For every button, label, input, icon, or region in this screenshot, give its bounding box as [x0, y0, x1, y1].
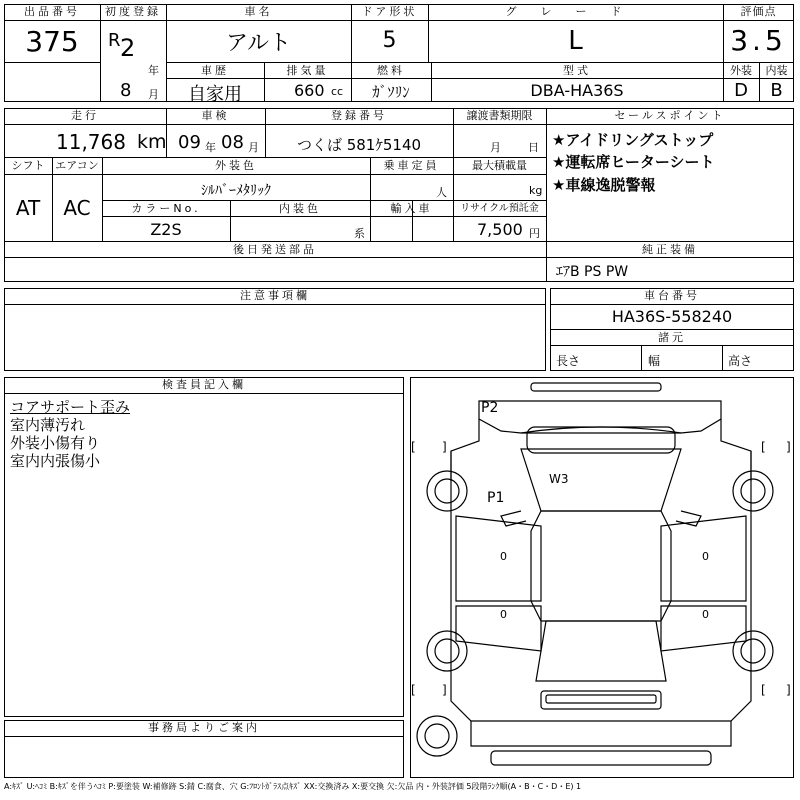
exterior-color-label: 外装色 [215, 159, 257, 172]
shift-label: シフト [11, 159, 45, 172]
sales-point-3: ★車線逸脱警報 [552, 176, 656, 194]
displacement-unit: cc [331, 85, 344, 98]
inspection-label: 車検 [201, 109, 230, 122]
interior-score-label: 内装 [765, 64, 788, 77]
inspector-label: 検査員記入欄 [162, 378, 246, 391]
score-value: 3.5 [730, 24, 787, 57]
legend: A:ｷｽﾞ U:ﾍｺﾐ B:ｷｽﾞを伴うﾍｺﾐ P:要塗装 W:補修跡 S:錆 C:腐食、穴 G:ﾌﾛﾝﾄｶﾞﾗｽ点ｷｽﾞ XX:交換済み X:要交換 欠:欠品 内・外装評価 5段階ﾗﾝｸ順(A・B・C・D・E) 1 [4, 782, 582, 791]
diagram-bracket-r4: ] [786, 683, 791, 697]
displacement-value: 660 [294, 81, 325, 100]
inspector-line-4: 室内内張傷小 [10, 452, 101, 470]
diagram-zero-2: 0 [702, 550, 709, 563]
door-value: 5 [382, 28, 397, 53]
chassis-number: HA36S-558240 [611, 307, 733, 326]
transfer-month-unit: 月 [490, 141, 501, 154]
car-diagram [410, 377, 794, 778]
aircon-label: エアコン [55, 159, 99, 172]
dims-label: 諸元 [658, 331, 686, 344]
inspection-year: 09 [178, 132, 201, 153]
first-reg-month-unit: 月 [148, 88, 159, 101]
interior-color-label: 内装色 [279, 202, 321, 215]
sales-point-2: ★運転席ヒーターシート [552, 153, 715, 171]
history-value: 自家用 [188, 84, 242, 105]
displacement-label: 排気量 [286, 64, 329, 77]
reg-number-label: 登録番号 [331, 109, 387, 122]
aircon-value: AC [63, 196, 91, 220]
model-code-label: 型式 [563, 64, 591, 77]
diagram-bracket-r3: ] [442, 683, 447, 697]
diagram-mark-p2: P2 [481, 400, 499, 416]
exterior-color: ｼﾙﾊﾞｰﾒﾀﾘｯｸ [201, 183, 271, 199]
equipment-value: ｴｱB PS PW [556, 264, 629, 280]
dims-height: 高さ [728, 354, 753, 368]
mileage-label: 走行 [71, 109, 99, 122]
lot-number: 375 [25, 25, 79, 58]
notes-label: 注意事項欄 [240, 289, 310, 302]
dims-width: 幅 [648, 354, 661, 368]
diagram-bracket-l4: [ [761, 683, 766, 697]
car-name: アルト [225, 31, 292, 56]
transfer-day-unit: 日 [528, 141, 539, 154]
later-parts-label: 後日発送部品 [233, 243, 317, 256]
grade-label: グレード [505, 5, 646, 18]
history-label: 車歴 [201, 64, 229, 77]
model-code: DBA-HA36S [530, 81, 624, 100]
diagram-zero-1: 0 [500, 550, 507, 563]
inspection-year-unit: 年 [205, 141, 216, 154]
diagram-bracket-r2: ] [786, 440, 791, 454]
inspector-line-1: コアサポート歪み [10, 398, 131, 416]
diagram-mark-p1: P1 [487, 490, 505, 506]
exterior-score: D [734, 80, 748, 101]
first-reg-month: 8 [120, 80, 132, 101]
shift-value: AT [15, 196, 41, 220]
dims-length: 長さ [556, 354, 581, 368]
diagram-bracket-l2: [ [761, 440, 766, 454]
inspector-line-3: 外装小傷有り [10, 434, 101, 452]
diagram-mark-w3: W3 [549, 472, 569, 486]
sales-point-1: ★アイドリングストップ [552, 131, 714, 149]
import-label: 輸入車 [390, 202, 433, 215]
lot-label: 出品番号 [24, 5, 80, 18]
reg-number: つくば 581ｹ5140 [296, 136, 422, 154]
diagram-bracket-r1: ] [442, 440, 447, 454]
equipment-label: 純正装備 [642, 243, 698, 256]
diagram-bracket-l1: [ [411, 440, 416, 454]
mileage-value: 11,768 [56, 130, 126, 154]
color-no: Z2S [150, 220, 182, 239]
fuel-value: ｶﾞｿﾘﾝ [372, 83, 410, 101]
diagram-zero-4: 0 [702, 608, 709, 621]
interior-color-unit: 系 [354, 227, 365, 240]
capacity-label: 乗車定員 [383, 159, 440, 172]
score-label: 評価点 [740, 5, 777, 18]
grade-value: L [568, 26, 583, 56]
recycle-value: 7,500 [477, 220, 523, 239]
door-label: ドア形状 [361, 5, 418, 18]
first-reg-label: 初度登録 [105, 5, 161, 18]
mileage-unit: km [137, 131, 167, 153]
color-no-label: カラーNo. [131, 202, 201, 215]
max-load-unit: kg [529, 184, 543, 197]
recycle-label: リサイクル預託金 [460, 203, 539, 214]
chassis-label: 車台番号 [644, 289, 700, 302]
interior-score: B [770, 80, 783, 101]
inspection-month-unit: 月 [248, 141, 259, 154]
fuel-label: 燃料 [377, 64, 405, 77]
inspection-month: 08 [221, 132, 244, 153]
transfer-deadline-label: 譲渡書類期限 [466, 109, 533, 122]
car-name-label: 車名 [244, 5, 273, 18]
max-load-label: 最大積載量 [472, 159, 527, 172]
car-outline-diagram [411, 378, 793, 777]
first-reg-era: R [108, 30, 121, 51]
inspector-line-2: 室内薄汚れ [10, 416, 86, 434]
exterior-score-label: 外装 [730, 64, 752, 77]
recycle-unit: 円 [529, 227, 540, 240]
office-label: 事務局よりご案内 [148, 721, 260, 734]
capacity-unit: 人 [436, 186, 447, 199]
first-reg-year: 2 [120, 34, 136, 62]
first-reg-year-unit: 年 [148, 64, 159, 77]
sales-points-label: セールスポイント [614, 109, 726, 122]
diagram-bracket-l3: [ [411, 683, 416, 697]
diagram-zero-3: 0 [500, 608, 507, 621]
